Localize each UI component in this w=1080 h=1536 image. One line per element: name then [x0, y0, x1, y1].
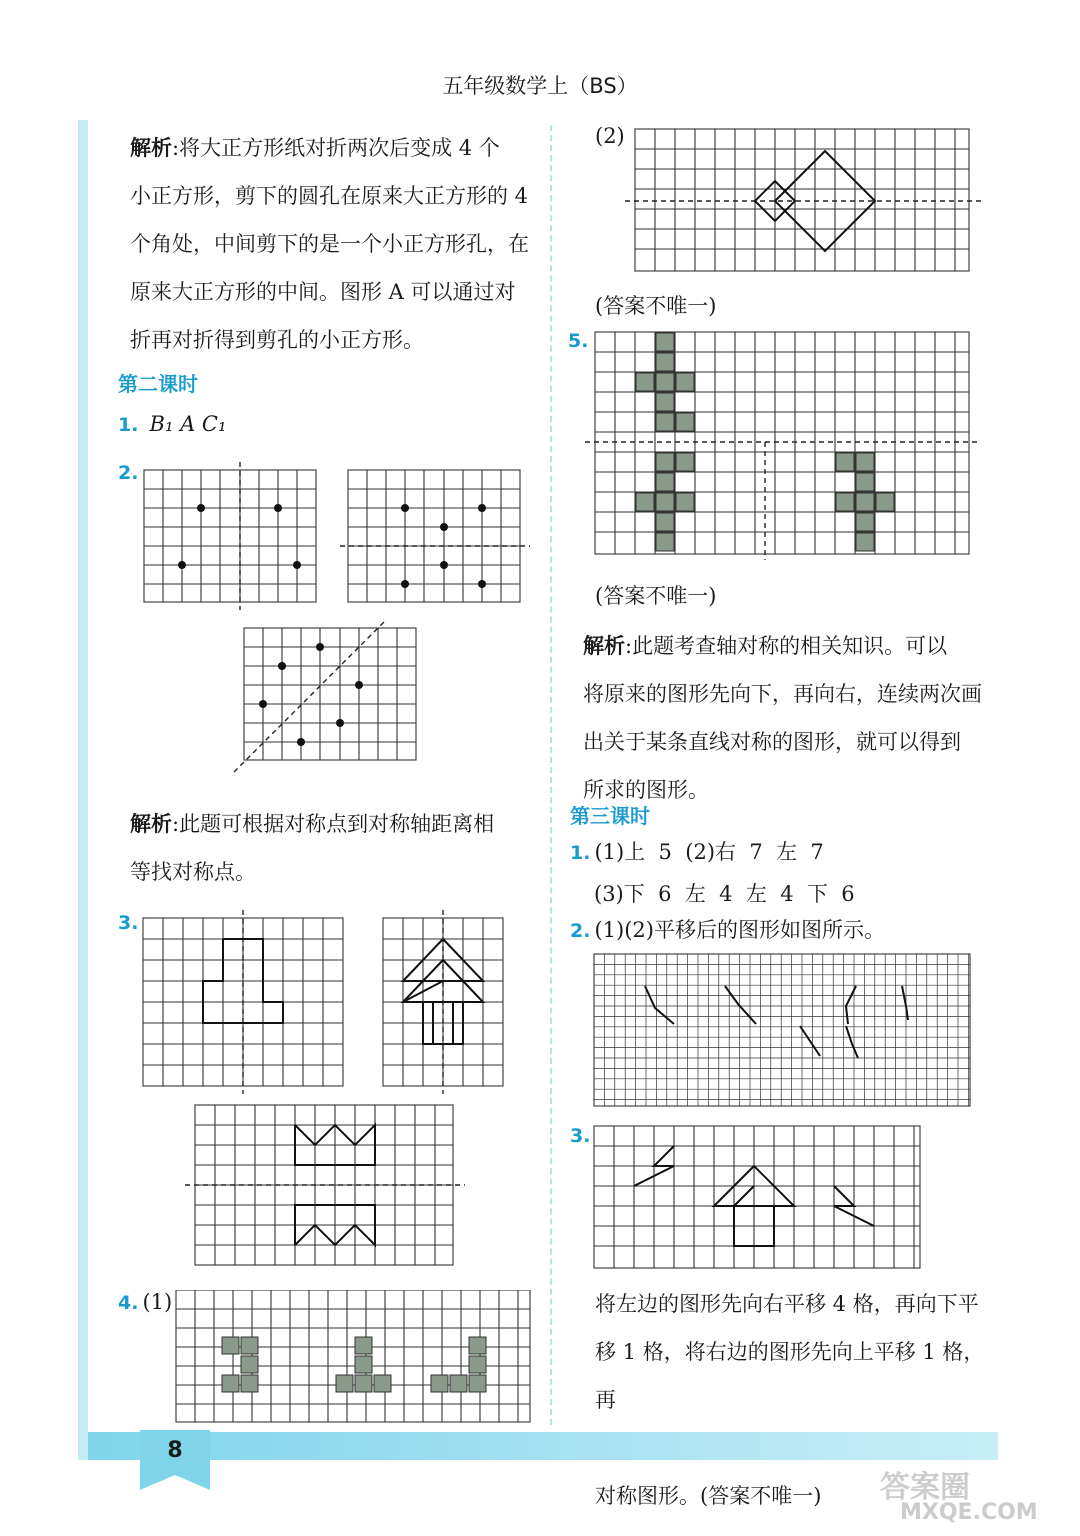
- footer-band: [88, 1432, 998, 1460]
- section-title-3: 第三课时: [570, 804, 650, 828]
- analysis-label: 解析: [130, 135, 172, 160]
- section-title-2: 第二课时: [118, 372, 198, 396]
- column-divider: [550, 125, 552, 1425]
- grid-3a: [143, 910, 343, 1094]
- s3-question-2-grid: [590, 950, 975, 1110]
- question-3-number: 3.: [118, 912, 139, 934]
- grid-2c: [234, 622, 416, 772]
- grid-2b: [340, 470, 530, 602]
- note-not-unique-1: (答案不唯一): [595, 294, 717, 318]
- question-4-1-grid: [170, 1290, 540, 1430]
- note-not-unique-2: (答案不唯一): [595, 584, 717, 608]
- grid-3b: [383, 910, 503, 1094]
- fine-grid-lines: [594, 954, 970, 1106]
- s3-question-3-grid: [590, 1122, 925, 1272]
- shape-original: [636, 333, 694, 431]
- shape-mirrored-down: [636, 453, 694, 551]
- analysis-3: 解析:此题考查轴对称的相关知识。可以 将原来的图形先向下，再向右，连续两次画 出关于某条直线对称的图形，就可以得到 所求的图形。: [583, 633, 982, 802]
- s3-question-3-text: 将左边的图形先向右平移 4 格，再向下平 移 1 格，将右边的图形先向上平移 1 格，再 对称图形。(答案不唯一): [595, 1292, 985, 1508]
- side-band: [78, 120, 88, 1460]
- question-2-number: 2.: [118, 462, 139, 484]
- question-4-label: 4. (1): [118, 1290, 173, 1314]
- watermark-url: MXQE.COM: [900, 1500, 1038, 1525]
- s3-question-1: 1. (1)上 5 (2)右 7 左 7 (3)下 6 左 4 左 4 下 6: [570, 840, 855, 906]
- page-number: 8: [167, 1438, 183, 1463]
- question-1: 1. B₁ A C₁: [118, 412, 227, 436]
- watermark-logo: 答案圈: [880, 1470, 970, 1505]
- question-2-grids: [130, 460, 540, 780]
- grid-2a: [144, 462, 316, 610]
- question-5-number: 5.: [568, 330, 589, 352]
- grid-3c: [185, 1105, 465, 1265]
- question-4-2-label: (2): [595, 124, 625, 148]
- page-header: 五年级数学上（BS）: [442, 74, 638, 98]
- analysis-2: 解析:此题可根据对称点到对称轴距离相 等找对称点。: [130, 811, 495, 884]
- shape-mirrored-right: [836, 453, 894, 551]
- question-4-2-grid: [625, 125, 995, 275]
- analysis-1: 解析:将大正方形纸对折两次后变成 4 个 小正方形，剪下的圆孔在原来大正方形的 4 个角处，中间剪下的是一个小正方形孔，在 原来大正方形的中间。图形 A 可以通过对 折再对折得到剪孔的小正方形。: [130, 135, 529, 352]
- s3-question-3-number: 3.: [570, 1125, 591, 1147]
- s3-question-2: 2. (1)(2)平移后的图形如图所示。: [570, 918, 885, 942]
- question-3-grids: [135, 910, 535, 1280]
- question-5-grid: [585, 330, 980, 560]
